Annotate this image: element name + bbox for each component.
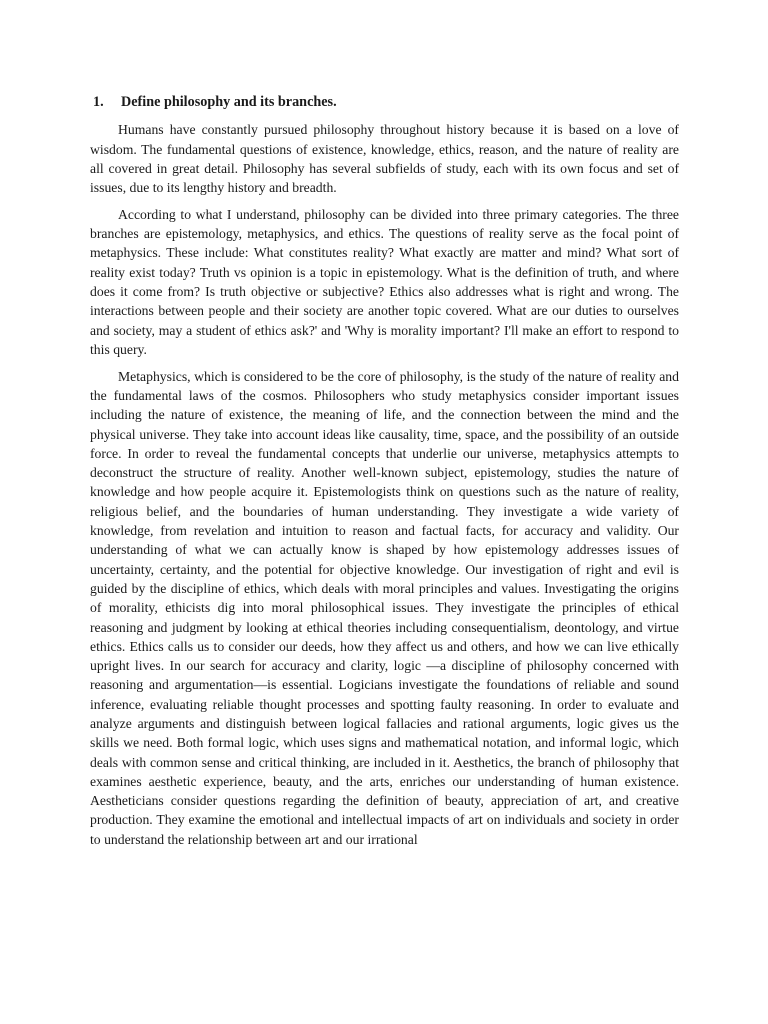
paragraph-metaphysics: Metaphysics, which is considered to be the core of philosophy, is the study of the nature of reality and the fundamental laws of the cosmos. Philosophers who study metaphysics consider important issues including the nature of existence, the meaning of life, and the connection between the mind and the physical universe. They take into account ideas like causality, time, space, and the possibility of an outside force. In order to reveal the fundamental concepts that underlie our universe, metaphysics attempts to deconstruct the structure of reality. Another well-known subject, epistemology, studies the nature of knowledge and how people acquire it. Epistemologists think on questions such as the nature of reality, religious belief, and the boundaries of human understanding. They investigate a wide variety of knowledge, from revelation and intuition to reason and factual facts, for accuracy and validity. Our understanding of what we can actually know is shaped by how epistemology addresses issues of uncertainty, certainty, and the potential for objective knowledge. Our investigation of right and evil is guided by the discipline of ethics, which deals with moral principles and values. Investigating the origins of morality, ethicists dig into moral philosophical issues. They investigate the principles of ethical reasoning and judgment by looking at ethical theories including consequentialism, deontology, and virtue ethics. Ethics calls us to consider our deeds, how they affect us and others, and how we can live ethically upright lives. In our search for accuracy and clarity, logic —a discipline of philosophy concerned with reasoning and argumentation—is essential. Logicians investigate the foundations of reliable and sound inference, evaluating reliable thought processes and spotting faulty reasoning. In order to evaluate and analyze arguments and distinguish between logical fallacies and rational arguments, logic gives us the skills we need. Both formal logic, which uses signs and mathematical notation, and informal logic, which deals with common sense and critical thinking, are included in it. Aesthetics, the branch of philosophy that examines aesthetic experience, beauty, and the arts, enriches our understanding of human existence. Aestheticians consider questions regarding the definition of beauty, appreciation of art, and creative production. They examine the emotional and intellectual impacts of art on individuals and society in order to understand the relationship between art and our irrational [90,368,679,847]
heading-text: Define philosophy and its branches. [121,94,337,110]
paragraph-intro: Humans have constantly pursued philosophy throughout history because it is based on a love of wisdom. The fundamental questions of existence, knowledge, ethics, reason, and the nature of reality are all covered in great detail. Philosophy has several subfields of study, each with its own focus and set of issues, due to its lengthy history and breadth. [90,122,679,196]
heading-number: 1. [93,94,104,110]
document-body [90,93,679,849]
paragraph-branches: According to what I understand, philosophy can be divided into three primary categories. The three branches are epistemology, metaphysics, and ethics. The questions of reality serve as the focal point of metaphysics. These include: What constitutes reality? What exactly are matter and mind? What sort of reality exist today? Truth vs opinion is a topic in epistemology. What is the definition of truth, and where does it come from? Is truth objective or subjective? Ethics also addresses what is right and wrong. The interactions between people and their society are another topic covered. What are our duties to ourselves and society, may a student of ethics ask?' and 'Why is morality important? I'll make an effort to respond to this query. [90,206,679,357]
section-heading [90,93,679,112]
